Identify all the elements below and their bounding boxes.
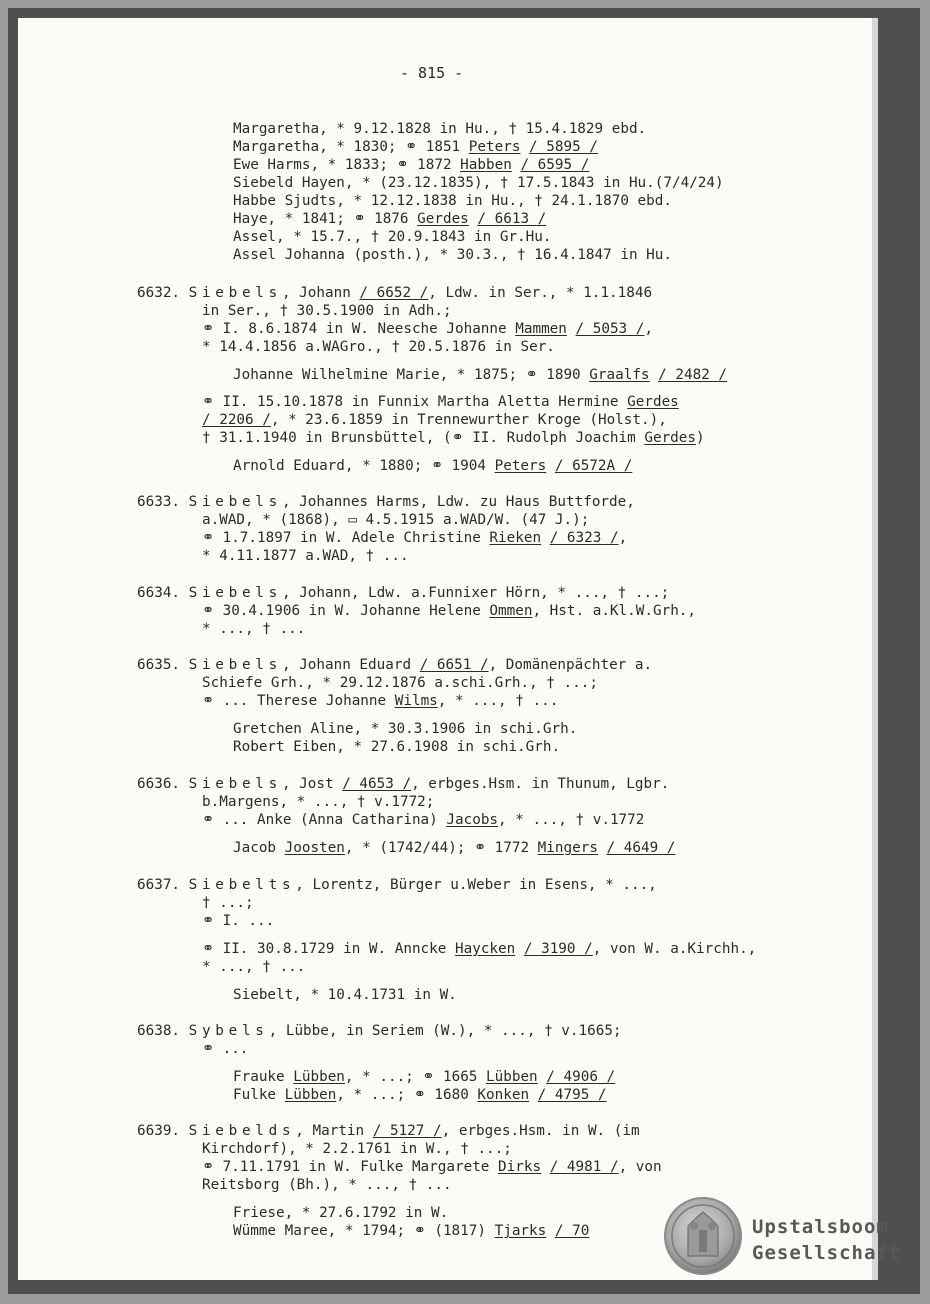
line-segment: Assel, * 15.7., † 20.9.1843 in Gr.Hu.: [233, 229, 552, 245]
line-segment: Gretchen Aline, * 30.3.1906 in schi.Grh.: [233, 721, 578, 737]
line-segment: [546, 458, 555, 474]
line-segment: Habbe Sjudts, * 12.12.1838 in Hu., † 24.1.1870 ebd.: [233, 193, 672, 209]
line-segment: 6637.: [137, 877, 189, 893]
underlined-reference: / 5053 /: [575, 321, 645, 337]
line-segment: [515, 941, 524, 957]
line-segment: ⚭ ... Anke (Anna Catharina): [202, 812, 447, 828]
underlined-reference: / 2482 /: [658, 367, 728, 383]
text-line: [233, 246, 672, 264]
underlined-reference: Gerdes: [644, 430, 697, 446]
line-segment: b.Margens, * ..., † v.1772;: [202, 794, 435, 810]
line-segment: , Johannes Harms, Ldw. zu Haus Buttforde,: [281, 494, 635, 510]
underlined-reference: / 2206 /: [202, 412, 271, 428]
line-segment: ,: [618, 530, 628, 546]
line-segment: * 14.4.1856 a.WAGro., † 20.5.1876 in Ser.: [202, 339, 555, 355]
line-segment: [520, 139, 529, 155]
line-segment: , Hst. a.Kl.W.Grh.,: [532, 603, 697, 619]
surname-spaced: Siebelts: [188, 877, 296, 893]
line-segment: , * ..., † v.1772: [498, 812, 645, 828]
line-segment: ⚭ I. ...: [202, 913, 275, 929]
underlined-reference: Tjarks: [494, 1223, 547, 1239]
underlined-reference: Ommen: [489, 603, 533, 619]
underlined-reference: / 6613 /: [477, 211, 547, 227]
line-segment: , Johann, Ldw. a.Funnixer Hörn, * ..., † ...;: [281, 585, 670, 601]
underlined-reference: / 6323 /: [549, 530, 619, 546]
text-line: [137, 1122, 640, 1140]
surname-spaced: Siebels: [188, 657, 282, 673]
line-segment: [546, 1223, 555, 1239]
text-line: [202, 912, 274, 930]
line-segment: ⚭ 7.11.1791 in W. Fulke Margarete: [202, 1159, 499, 1175]
text-line: [202, 411, 667, 429]
underlined-reference: Lübben: [486, 1069, 538, 1085]
line-segment: , Johann Eduard: [281, 657, 420, 673]
line-segment: Jacob: [233, 840, 285, 856]
line-segment: 6635.: [137, 657, 189, 673]
line-segment: , Ldw. in Ser., * 1.1.1846: [428, 285, 653, 301]
text-line: [233, 457, 632, 475]
underlined-reference: Konken: [477, 1087, 530, 1103]
underlined-reference: Peters: [468, 139, 521, 155]
text-line: [137, 876, 657, 894]
surname-spaced: Siebelds: [188, 1123, 296, 1139]
underlined-reference: Rieken: [489, 530, 542, 546]
text-line: [202, 894, 254, 912]
line-segment: Siebelt, * 10.4.1731 in W.: [233, 987, 457, 1003]
line-segment: Schiefe Grh., * 29.12.1876 a.schi.Grh., † ...;: [202, 675, 598, 691]
text-line: [233, 1222, 589, 1240]
text-line: [233, 138, 598, 156]
text-line: [137, 656, 652, 674]
society-logo-text: [752, 1214, 901, 1266]
line-segment: , von: [618, 1159, 662, 1175]
line-segment: , Lübbe, in Seriem (W.), * ..., † v.1665;: [268, 1023, 622, 1039]
underlined-reference: Joosten: [284, 840, 345, 856]
surname-spaced: Siebels: [188, 776, 282, 792]
line-segment: , Lorentz, Bürger u.Weber in Esens, * ...,: [295, 877, 657, 893]
line-segment: † 31.1.1940 in Brunsbüttel, (⚭ II. Rudolph Joachim: [202, 430, 645, 446]
text-line: [233, 720, 577, 738]
surname-spaced: Sybels: [188, 1023, 269, 1039]
underlined-reference: / 4653 /: [342, 776, 412, 792]
line-segment: † ...;: [202, 895, 254, 911]
text-line: [202, 302, 452, 320]
text-line: [233, 738, 560, 756]
underlined-reference: / 5127 /: [372, 1123, 442, 1139]
text-line: [202, 511, 589, 529]
line-segment: Friese, * 27.6.1792 in W.: [233, 1205, 449, 1221]
surname-spaced: Siebels: [188, 285, 282, 301]
underlined-reference: Wilms: [394, 693, 438, 709]
line-segment: ⚭ 30.4.1906 in W. Johanne Helene: [202, 603, 490, 619]
line-segment: ): [696, 430, 705, 446]
text-line: [233, 1068, 615, 1086]
underlined-reference: Mingers: [537, 840, 598, 856]
text-line: [202, 1040, 248, 1058]
line-segment: ⚭ II. 30.8.1729 in W. Anncke: [202, 941, 455, 957]
underlined-reference: Lübben: [293, 1069, 345, 1085]
line-segment: Wümme Maree, * 1794; ⚭ (1817): [233, 1223, 495, 1239]
underlined-reference: Peters: [494, 458, 547, 474]
text-line: [202, 811, 644, 829]
line-segment: [541, 1159, 550, 1175]
text-line: [233, 156, 589, 174]
line-segment: a.WAD, * (1868), ▭ 4.5.1915 a.WAD/W. (47 J.);: [202, 512, 590, 528]
underlined-reference: / 4906 /: [546, 1069, 616, 1085]
underlined-reference: / 6572A /: [554, 458, 633, 474]
line-segment: * 4.11.1877 a.WAD, † ...: [202, 548, 409, 564]
text-line: [202, 393, 679, 411]
underlined-reference: / 70: [554, 1223, 590, 1239]
line-segment: Margaretha, * 1830; ⚭ 1851: [233, 139, 469, 155]
text-line: [233, 210, 546, 228]
underlined-reference: Graalfs: [589, 367, 650, 383]
text-line: [202, 958, 305, 976]
underlined-reference: / 4981 /: [549, 1159, 619, 1175]
line-segment: , von W. a.Kirchh.,: [592, 941, 757, 957]
line-segment: [650, 367, 659, 383]
text-line: [202, 940, 756, 958]
text-line: [202, 529, 627, 547]
text-line: [137, 1022, 622, 1040]
underlined-reference: / 6652 /: [359, 285, 429, 301]
line-segment: Kirchdorf), * 2.2.1761 in W., † ...;: [202, 1141, 512, 1157]
text-line: [233, 120, 646, 138]
logo-line-1: Upstalsboom: [752, 1216, 889, 1238]
upstalsboom-seal-icon: [658, 1196, 748, 1276]
surname-spaced: Siebels: [188, 585, 282, 601]
underlined-reference: Mammen: [515, 321, 567, 337]
line-segment: 6634.: [137, 585, 189, 601]
text-line: [202, 1158, 662, 1176]
line-segment: Siebeld Hayen, * (23.12.1835), † 17.5.1843 in Hu.(7/4/24): [233, 175, 724, 191]
line-segment: [567, 321, 576, 337]
line-segment: [541, 530, 550, 546]
text-line: [202, 1176, 452, 1194]
line-segment: Haye, * 1841; ⚭ 1876: [233, 211, 418, 227]
line-segment: Johanne Wilhelmine Marie, * 1875; ⚭ 1890: [233, 367, 590, 383]
line-segment: [538, 1069, 547, 1085]
line-segment: , * 23.6.1859 in Trennewurther Kroge (Holst.),: [270, 412, 667, 428]
line-segment: ⚭ 1.7.1897 in W. Adele Christine: [202, 530, 490, 546]
underlined-reference: / 5895 /: [529, 139, 598, 155]
underlined-reference: Lübben: [284, 1087, 337, 1103]
line-segment: in Ser., † 30.5.1900 in Adh.;: [202, 303, 452, 319]
text-line: [233, 366, 727, 384]
page-number: - 815 -: [400, 64, 464, 82]
line-segment: Frauke: [233, 1069, 294, 1085]
line-segment: Reitsborg (Bh.), * ..., † ...: [202, 1177, 452, 1193]
text-line: [202, 338, 555, 356]
line-segment: 6632.: [137, 285, 189, 301]
line-segment: , Martin: [295, 1123, 373, 1139]
line-segment: , Johann: [281, 285, 360, 301]
line-segment: Margaretha, * 9.12.1828 in Hu., † 15.4.1829 ebd.: [233, 121, 647, 137]
line-segment: * ..., † ...: [202, 959, 306, 975]
line-segment: ⚭ II. 15.10.1878 in Funnix Martha Aletta Hermine: [202, 394, 628, 410]
underlined-reference: / 6595 /: [520, 157, 590, 173]
line-segment: 6638.: [137, 1023, 189, 1039]
text-line: [233, 1204, 448, 1222]
text-line: [233, 986, 457, 1004]
underlined-reference: / 4649 /: [606, 840, 676, 856]
surname-spaced: Siebels: [188, 494, 282, 510]
line-segment: , Domänenpächter a.: [488, 657, 653, 673]
text-line: [202, 674, 598, 692]
underlined-reference: Jacobs: [446, 812, 499, 828]
underlined-reference: / 4795 /: [537, 1087, 607, 1103]
underlined-reference: Haycken: [455, 941, 516, 957]
text-line: [233, 174, 724, 192]
text-line: [233, 839, 675, 857]
line-segment: 6636.: [137, 776, 189, 792]
line-segment: Robert Eiben, * 27.6.1908 in schi.Grh.: [233, 739, 561, 755]
text-line: [137, 584, 669, 602]
text-line: [202, 320, 653, 338]
line-segment: , erbges.Hsm. in W. (im: [441, 1123, 640, 1139]
text-line: [233, 1086, 607, 1104]
text-line: [202, 429, 705, 447]
line-segment: ,: [644, 321, 653, 337]
line-segment: ⚭ ...: [202, 1041, 249, 1057]
line-segment: [598, 840, 607, 856]
line-segment: * ..., † ...: [202, 621, 306, 637]
line-segment: 6639.: [137, 1123, 189, 1139]
text-line: [137, 284, 652, 302]
line-segment: Assel Johanna (posth.), * 30.3., † 16.4.1847 in Hu.: [233, 247, 672, 263]
line-segment: 6633.: [137, 494, 189, 510]
line-segment: , * ..., † ...: [437, 693, 559, 709]
text-line: [202, 793, 434, 811]
line-segment: ⚭ ... Therese Johanne: [202, 693, 395, 709]
underlined-reference: Habben: [460, 157, 512, 173]
line-segment: , * (1742/44); ⚭ 1772: [344, 840, 538, 856]
underlined-reference: Gerdes: [627, 394, 679, 410]
text-line: [202, 602, 696, 620]
line-segment: , * ...; ⚭ 1665: [344, 1069, 487, 1085]
text-line: [137, 775, 669, 793]
line-segment: Arnold Eduard, * 1880; ⚭ 1904: [233, 458, 495, 474]
text-line: [137, 493, 635, 511]
text-line: [233, 228, 551, 246]
line-segment: Fulke: [233, 1087, 285, 1103]
underlined-reference: / 6651 /: [419, 657, 489, 673]
line-segment: Ewe Harms, * 1833; ⚭ 1872: [233, 157, 461, 173]
underlined-reference: Gerdes: [417, 211, 469, 227]
underlined-reference: Dirks: [498, 1159, 542, 1175]
text-line: [202, 1140, 512, 1158]
line-segment: , erbges.Hsm. in Thunum, Lgbr.: [411, 776, 670, 792]
text-line: [202, 620, 305, 638]
line-segment: ⚭ I. 8.6.1874 in W. Neesche Johanne: [202, 321, 516, 337]
line-segment: , * ...; ⚭ 1680: [336, 1087, 478, 1103]
text-line: [233, 192, 672, 210]
text-line: [202, 547, 409, 565]
line-segment: [529, 1087, 538, 1103]
line-segment: , Jost: [281, 776, 343, 792]
text-line: [202, 692, 558, 710]
logo-line-2: Gesellschaft: [752, 1242, 902, 1264]
underlined-reference: / 3190 /: [523, 941, 593, 957]
